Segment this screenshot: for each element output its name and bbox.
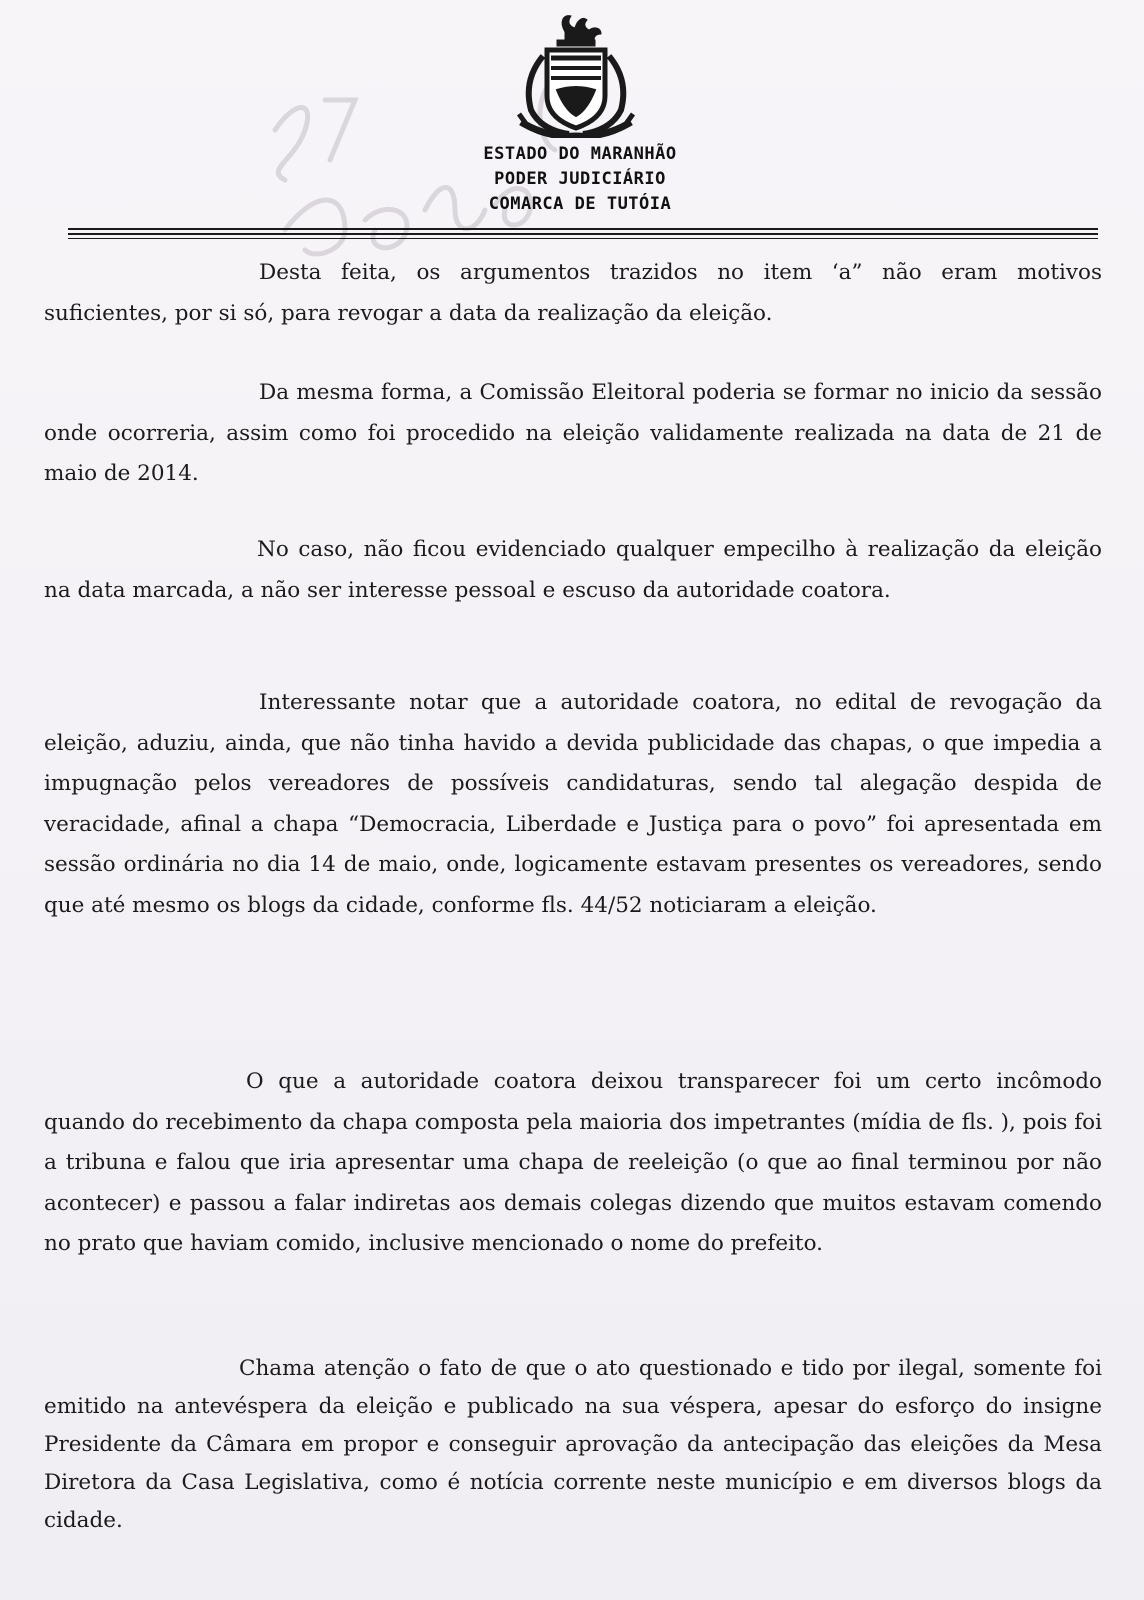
paragraph: Chama atenção o fato de que o ato questionado e tido por ilegal, somente foi emitido na antevéspera da eleição e publicado na sua véspera, apesar do esforço do insigne Presidente da Câmara em propor e conseguir aprovação da antecipação das eleições da Mesa Diretora da Casa Legislativa, como é notícia corrente neste município e em diversos blogs da cidade. <box>44 1356 1102 1533</box>
header-state: ESTADO DO MARANHÃO <box>483 144 677 164</box>
paragraph: Desta feita, os argumentos trazidos no item ‘a” não eram motivos suficientes, por si só, para revogar a data da realização da eleição. <box>44 260 1102 326</box>
paragraph: No caso, não ficou evidenciado qualquer empecilho à realização da eleição na data marcada, a não ser interesse pessoal e escuso da autoridade coatora. <box>44 537 1102 603</box>
header-rule <box>68 228 1098 230</box>
paragraph: O que a autoridade coatora deixou transparecer foi um certo incômodo quando do recebimento da chapa composta pela maioria dos impetrantes (mídia de fls. ), pois foi a tribuna e falou que iria apresentar uma chapa de reeleição (o que ao final terminou por não acontecer) e passou a falar indiretas aos demais colegas dizendo que muitos estavam comendo no prato que haviam comido, inclusive mencionado o nome do prefeito. <box>44 1069 1102 1256</box>
header-rule <box>68 238 1098 239</box>
document-header <box>380 142 780 217</box>
maranhao-coat-of-arms-icon <box>517 10 635 138</box>
paragraph: Da mesma forma, a Comissão Eleitoral poderia se formar no inicio da sessão onde ocorreria, assim como foi procedido na eleição validamente realizada na data de 21 de maio de 2014. <box>44 380 1102 486</box>
header-judiciary: PODER JUDICIÁRIO <box>494 169 666 189</box>
header-district: COMARCA DE TUTÓIA <box>488 194 672 214</box>
header-rule <box>68 233 1098 235</box>
paragraph: Interessante notar que a autoridade coatora, no edital de revogação da eleição, aduziu, ainda, que não tinha havido a devida publicidade das chapas, o que impedia a impugnação pelos vereadores de possíveis candidaturas, sendo tal alegação despida de veracidade, afinal a chapa “Democracia, Liberdade e Justiça para o povo” foi apresentada em sessão ordinária no dia 14 de maio, onde, logicamente estavam presentes os vereadores, sendo que até mesmo os blogs da cidade, conforme fls. 44/52 noticiaram a eleição. <box>44 690 1102 918</box>
